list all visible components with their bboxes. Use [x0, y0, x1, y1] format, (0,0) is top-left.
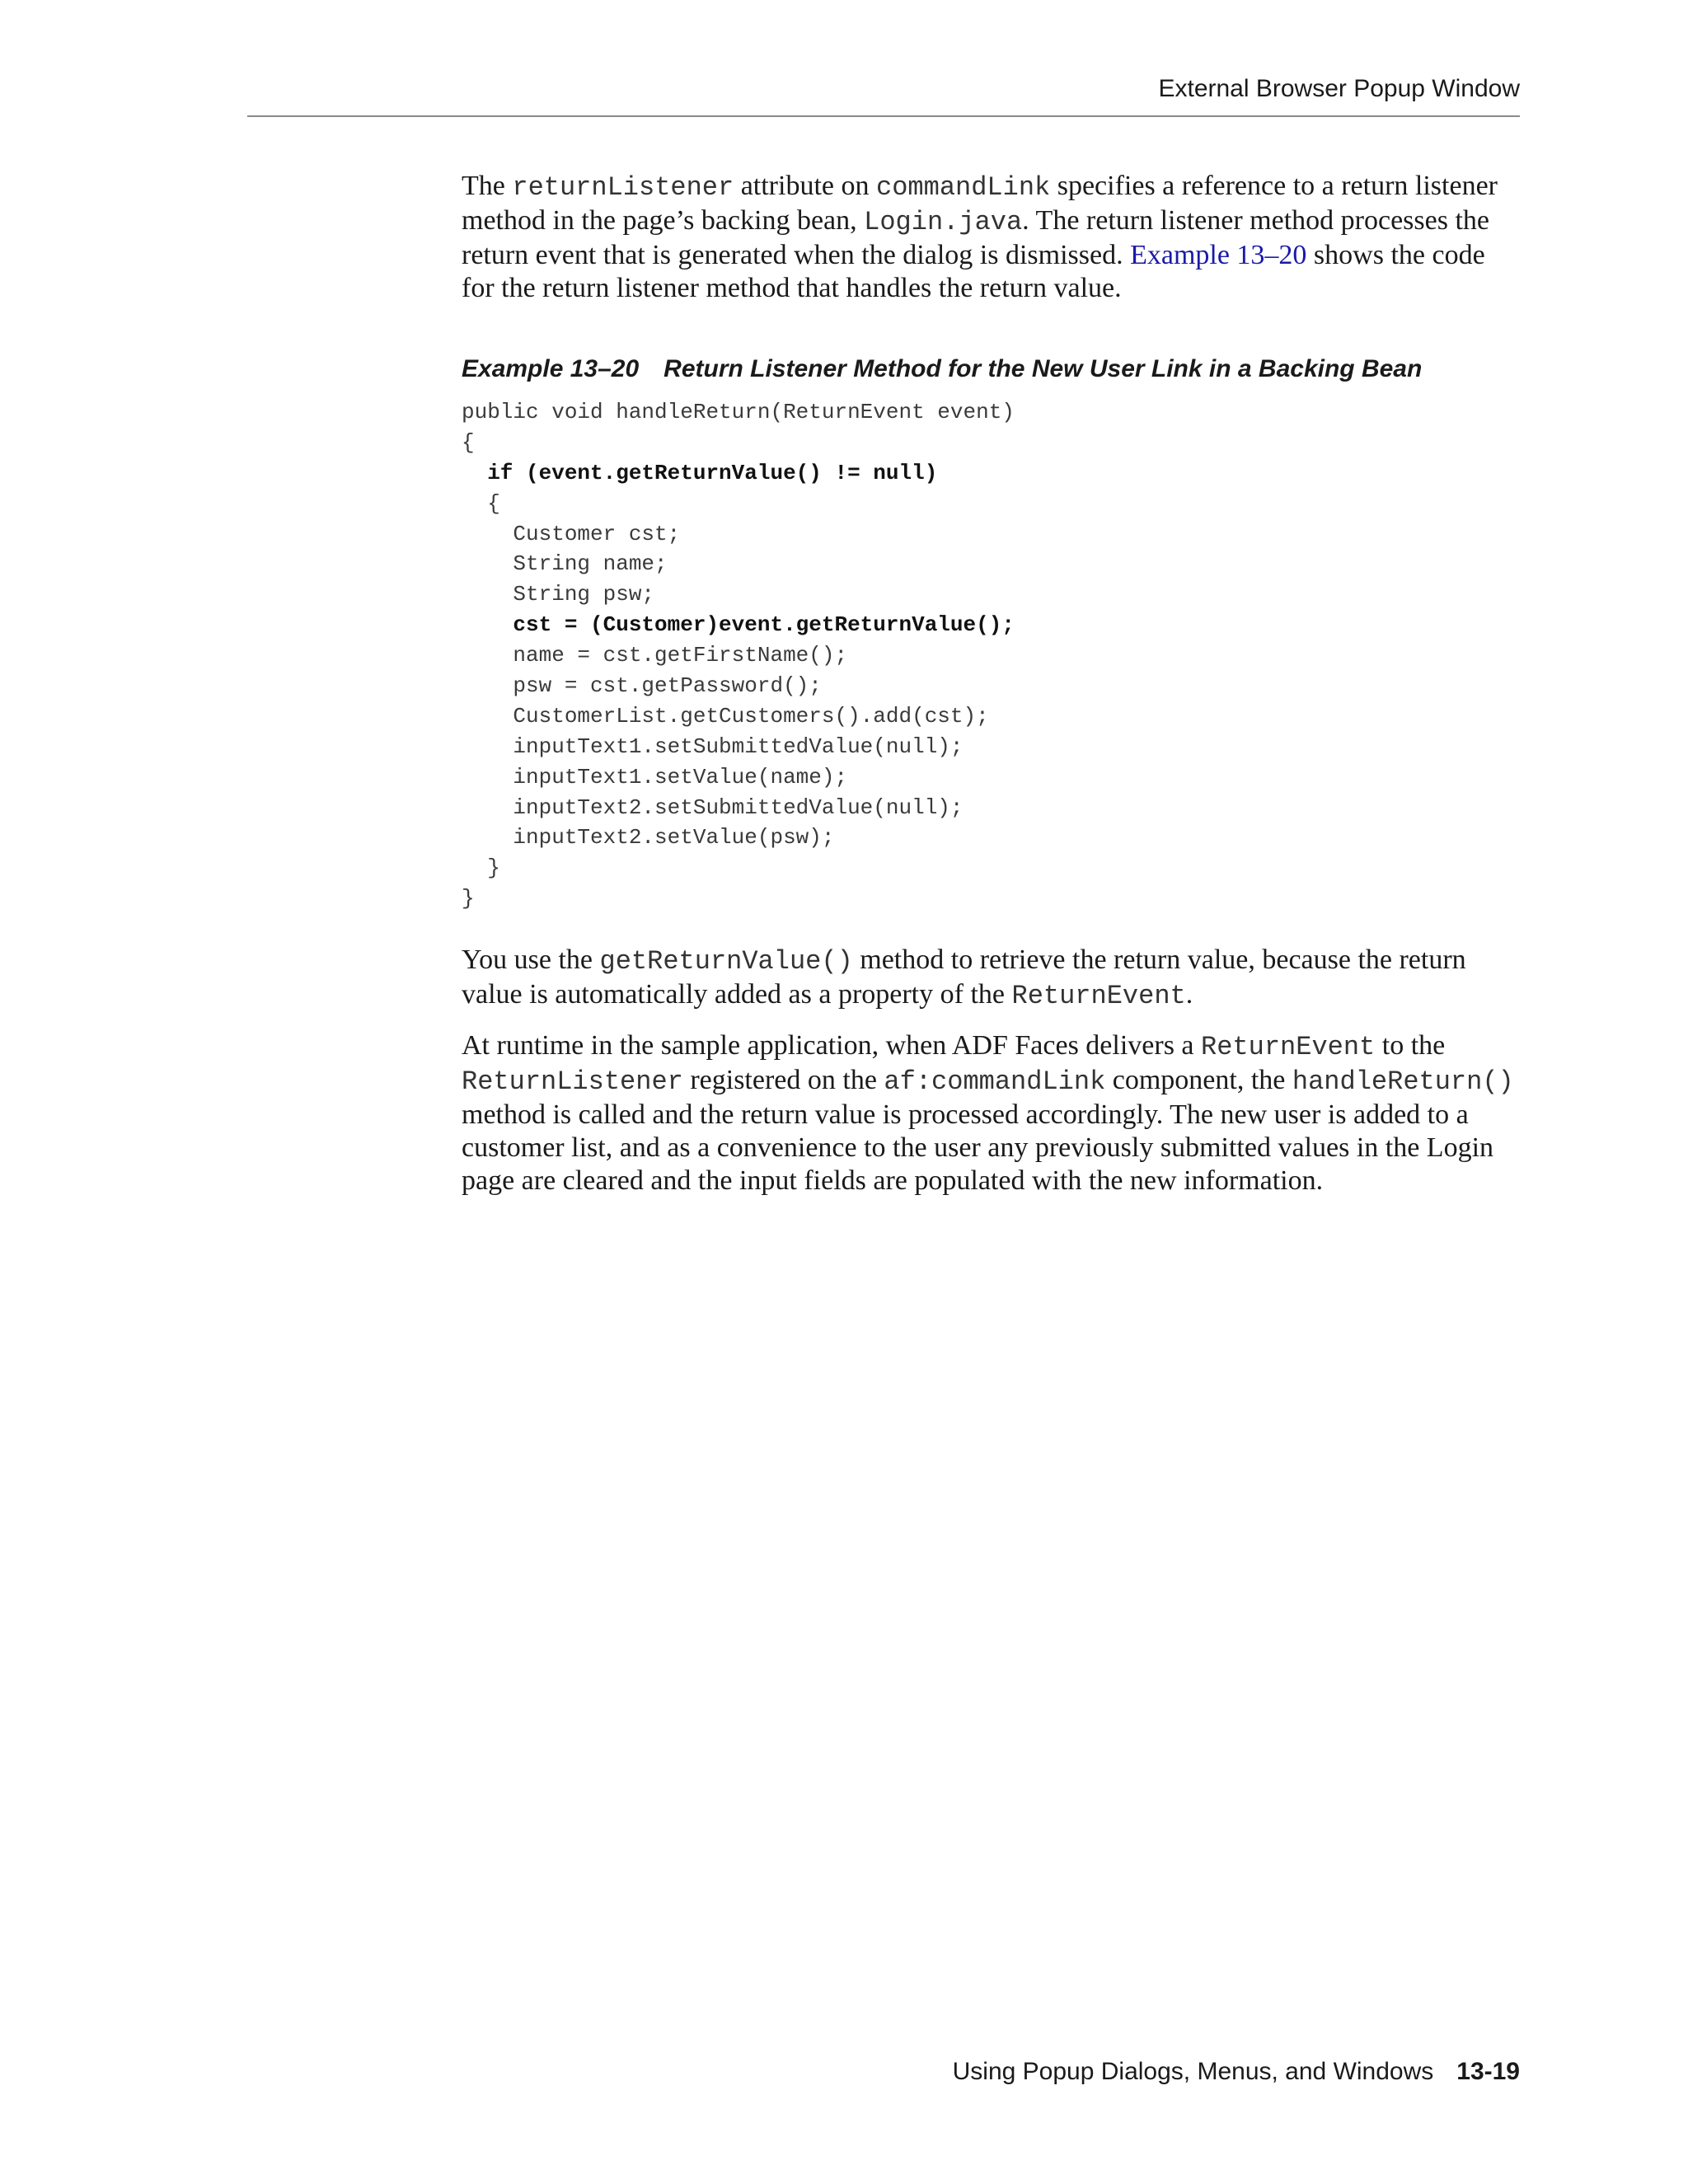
code-line: public void handleReturn(ReturnEvent event): [462, 400, 1015, 424]
code-example: [462, 397, 1520, 914]
inline-code-return-listener: returnListener: [512, 172, 734, 203]
example-title: Return Listener Method for the New User Link in a Backing Bean: [663, 355, 1423, 382]
code-line: inputText1.setValue(name);: [462, 764, 848, 790]
inline-code-login-java: Login.java: [864, 207, 1023, 237]
inline-code-handle-return: handleReturn(): [1292, 1066, 1514, 1098]
paragraph-intro: [462, 170, 1520, 305]
text-run: to the: [1375, 1030, 1446, 1062]
code-line: CustomerList.getCustomers().add(cst);: [462, 703, 989, 729]
text-run: At runtime in the sample application, when ADF Faces delivers a: [462, 1030, 1202, 1062]
code-line: String psw;: [462, 582, 655, 607]
example-number: Example 13–20: [462, 355, 640, 382]
inline-code-return-listener: ReturnListener: [462, 1066, 683, 1098]
code-line: cst = (Customer)event.getReturnValue();: [462, 612, 1015, 638]
inline-code-return-event: ReturnEvent: [1011, 981, 1186, 1012]
text-run: specifies a reference to a return listener method in the page’s backing bean,: [462, 171, 1498, 236]
text-run: shows the code for the return listener method that handles the return value.: [462, 240, 1485, 303]
inline-code-return-event: ReturnEvent: [1201, 1032, 1376, 1063]
code-line: inputText1.setSubmittedValue(null);: [462, 733, 964, 759]
code-line: name = cst.getFirstName();: [462, 643, 848, 668]
text-run: method to retrieve the return value, because the return value is automatically added as a property of the: [462, 944, 1466, 1010]
code-line: String name;: [462, 551, 668, 577]
text-run: method is called and the return value is processed accordingly. The new user is added to a customer list, and as a convenience to the user any previously submitted values in the Login page are cleared and the input fields are populated with the new information.: [462, 1099, 1494, 1197]
example-caption: [462, 353, 1520, 386]
inline-code-get-return-value: getReturnValue(): [599, 946, 853, 977]
code-line: psw = cst.getPassword();: [462, 673, 822, 699]
code-line: Customer cst;: [462, 521, 681, 546]
text-run: .: [1185, 979, 1193, 1010]
text-run: attribute on: [734, 171, 876, 201]
paragraph-return-value: [462, 944, 1520, 1013]
footer-chapter-title: Using Popup Dialogs, Menus, and Windows: [952, 2058, 1434, 2085]
text-run: The: [462, 171, 513, 201]
text-run: You use the: [462, 944, 600, 976]
code-line: inputText2.setValue(psw);: [462, 825, 835, 851]
inline-code-af-command-link: af:commandLink: [884, 1066, 1106, 1098]
page-number: 13-19: [1456, 2058, 1520, 2085]
text-run: component, the: [1105, 1065, 1292, 1096]
inline-code-command-link: commandLink: [876, 172, 1051, 203]
text-run: registered on the: [682, 1065, 884, 1096]
code-line: inputText2.setSubmittedValue(null);: [462, 794, 964, 820]
header-rule: [247, 115, 1520, 117]
code-line: if (event.getReturnValue() != null): [462, 460, 938, 485]
text-run: . The return listener method processes the return event that is generated when the dialog is dismissed.: [462, 205, 1489, 270]
paragraph-runtime: [462, 1029, 1520, 1197]
page-content: [462, 170, 1520, 1197]
code-line: {: [462, 429, 475, 455]
code-line: }: [462, 886, 475, 912]
running-header: External Browser Popup Window: [1158, 75, 1520, 102]
page-footer: [247, 2055, 1520, 2088]
code-line: }: [462, 855, 500, 881]
example-cross-reference-link[interactable]: Example 13–20: [1130, 240, 1307, 270]
code-line: {: [462, 490, 500, 516]
